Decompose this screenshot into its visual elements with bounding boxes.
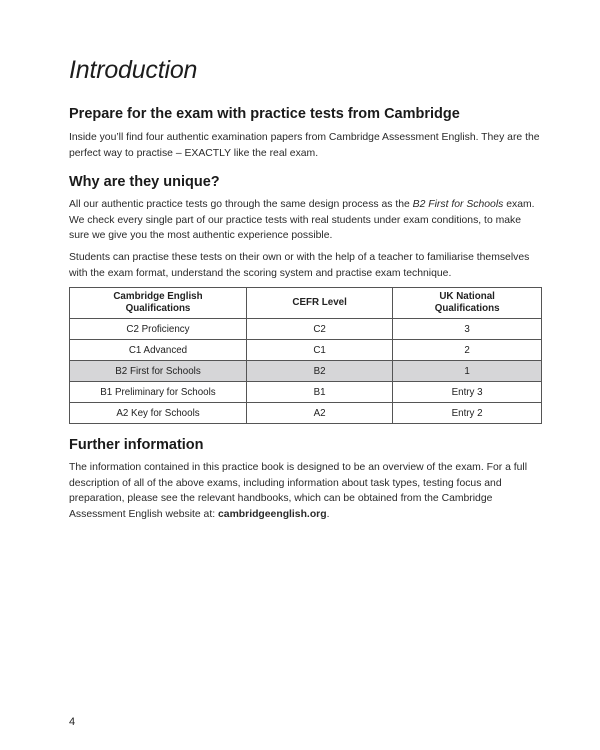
cell-cefr: B2	[246, 361, 392, 382]
further-text: The information contained in this practice book is designed to be an overview of the exam. For a full description of all of the above exams, including information about task types, testing focus and preparation, please see the relevant handbooks, which can be obtained from the Cambridge Assessment English website at:	[69, 462, 528, 520]
table-header-row	[70, 288, 542, 319]
table-row	[70, 382, 542, 403]
cell-uk: 1	[393, 361, 542, 382]
cell-uk: 2	[393, 340, 542, 361]
cell-uk: Entry 2	[393, 403, 542, 424]
website-link[interactable]: cambridgeenglish.org	[218, 508, 327, 520]
cell-uk: 3	[393, 319, 542, 340]
table-row	[70, 319, 542, 340]
cell-qualification: C1 Advanced	[70, 340, 247, 361]
page-title: Introduction	[69, 56, 198, 84]
section-body-further	[69, 460, 544, 522]
cell-qualification: A2 Key for Schools	[70, 403, 247, 424]
further-text-end: .	[326, 508, 330, 520]
header-uk-national: UK National Qualifications	[393, 288, 542, 319]
section-body-unique-1	[69, 197, 544, 244]
header-qualifications: Cambridge English Qualifications	[70, 288, 247, 319]
exam-name-italic: B2 First for Schools	[412, 199, 504, 210]
table-row	[70, 340, 542, 361]
page-number: 4	[69, 716, 76, 728]
qualifications-table	[69, 287, 542, 424]
cell-cefr: B1	[246, 382, 392, 403]
cell-qualification: B2 First for Schools	[70, 361, 247, 382]
cell-cefr: C2	[246, 319, 392, 340]
header-cefr: CEFR Level	[246, 288, 392, 319]
unique-text-end: exam. We check every single part of our practice tests with real students under exam conditions, to make sure we give you the most authentic experience possible.	[69, 199, 535, 241]
section-heading-unique: Why are they unique?	[69, 174, 220, 190]
cell-uk: Entry 3	[393, 382, 542, 403]
section-heading-prepare: Prepare for the exam with practice tests from Cambridge	[69, 106, 460, 122]
cell-qualification: C2 Proficiency	[70, 319, 247, 340]
unique-text-start: All our authentic practice tests go through the same design process as the	[69, 199, 413, 210]
cell-cefr: C1	[246, 340, 392, 361]
table-row	[70, 403, 542, 424]
cell-qualification: B1 Preliminary for Schools	[70, 382, 247, 403]
section-body-unique-2: Students can practise these tests on their own or with the help of a teacher to familiarise themselves with the exam format, understand the scoring system and practise exam technique.	[69, 252, 530, 279]
cell-cefr: A2	[246, 403, 392, 424]
table-row-highlighted	[70, 361, 542, 382]
section-heading-further: Further information	[69, 437, 204, 453]
section-body-prepare: Inside you’ll find four authentic examination papers from Cambridge Assessment English. They are the perfect way to practise – EXACTLY like the real exam.	[69, 132, 540, 159]
